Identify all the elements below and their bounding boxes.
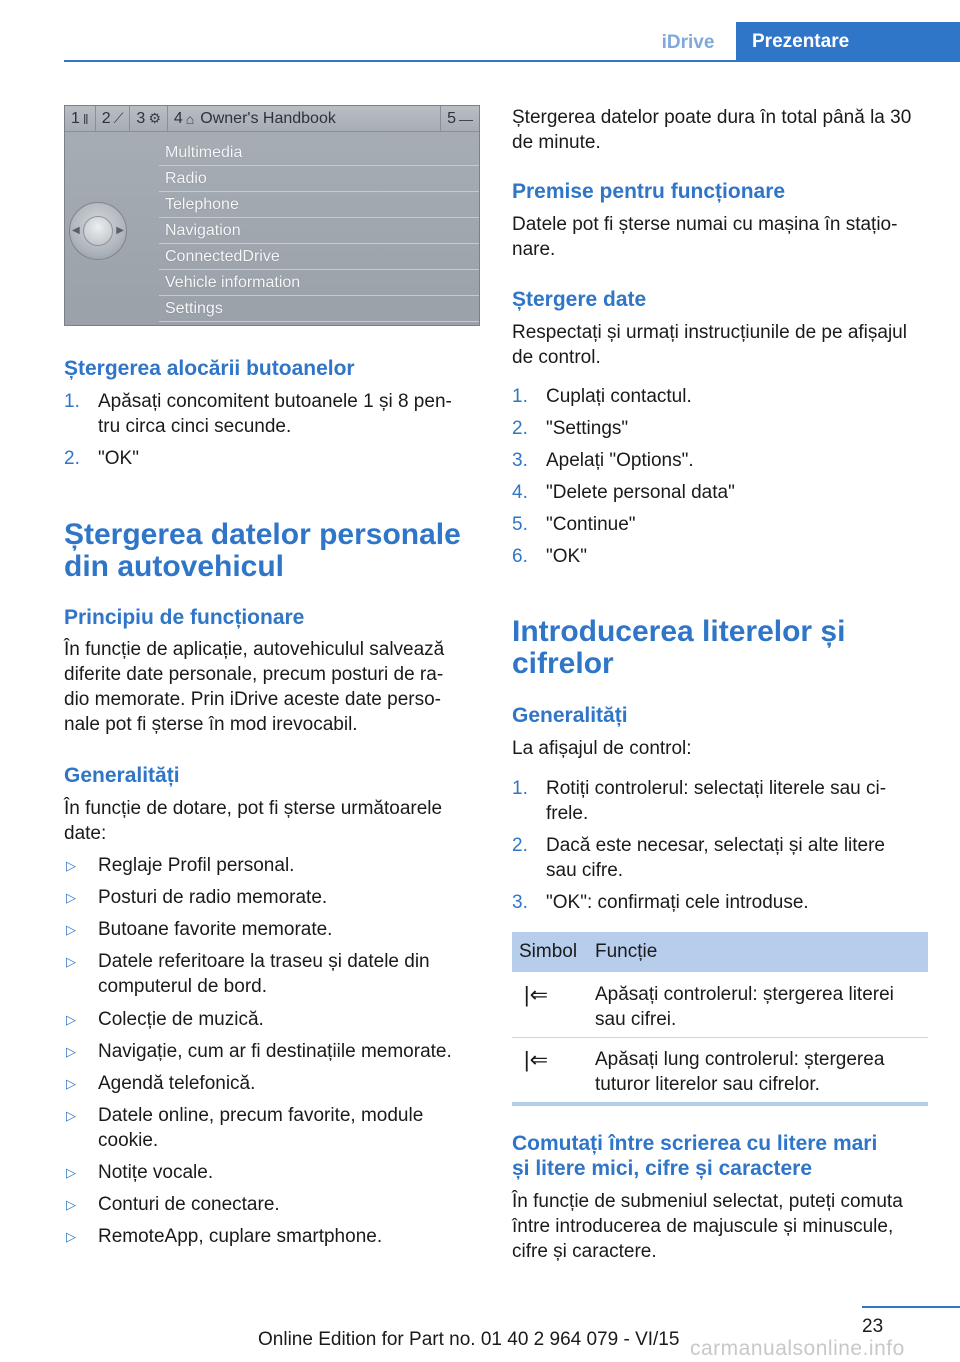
chapter-title-enter-letters: Introducerea literelor și cifrelor xyxy=(512,615,846,680)
screen-menu-item: Navigation xyxy=(159,218,479,244)
bullet-triangle-icon: ▷ xyxy=(66,1108,76,1123)
screen-menu-item: Radio xyxy=(159,166,479,192)
step-text: "OK" xyxy=(546,546,587,567)
bullet-item: Datele referitoare la traseu și datele din xyxy=(98,951,430,972)
step-text-continued: sau cifre. xyxy=(546,860,624,881)
paragraph-prerequisites: Datele pot fi șterse numai cu mașina în stațio‐ nare. xyxy=(512,214,898,260)
section-title-principle: Principiu de funcționare xyxy=(64,606,305,629)
step-text: "Delete personal data" xyxy=(546,482,735,503)
car-icon: ⌂ xyxy=(185,110,195,127)
symbol-table-header xyxy=(512,932,928,972)
bullet-item: Agendă telefonică. xyxy=(98,1073,256,1094)
footer-rule xyxy=(862,1306,960,1308)
step-number: 1. xyxy=(64,391,80,412)
step-text: Apăsați concomitent butoanele 1 și 8 pen‐ xyxy=(98,391,452,412)
tools-icon: ⟋ xyxy=(113,110,124,126)
bullet-triangle-icon: ▷ xyxy=(66,1197,76,1212)
screen-menu-list xyxy=(159,140,479,322)
table-header-symbol: Simbol xyxy=(519,941,578,962)
paragraph-switch-case: În funcție de submeniul selectat, puteți comuta între introducerea de majuscule și minuscule, cifre și caractere. xyxy=(512,1191,903,1262)
step-number: 3. xyxy=(512,450,528,471)
section-title-delete-buttons: Ștergerea alocării butoanelor xyxy=(64,357,355,380)
step-text-continued: frele. xyxy=(546,803,589,824)
bullet-item: Reglaje Profil personal. xyxy=(98,855,295,876)
bullet-triangle-icon: ▷ xyxy=(66,1044,76,1059)
step-number: 3. xyxy=(512,892,528,913)
step-text: Rotiți controlerul: selectați literele sau ci‐ xyxy=(546,778,887,799)
sound-icon: ǁ xyxy=(82,110,89,127)
step-number: 4. xyxy=(512,482,528,503)
bullet-item: Colecție de muzică. xyxy=(98,1009,264,1030)
step-number: 5. xyxy=(512,514,528,535)
screen-tab-1: 1 ǁ xyxy=(65,106,96,131)
table-row-divider xyxy=(512,1037,928,1038)
screen-tab-5: 5 — xyxy=(447,109,473,127)
header-chapter-tab: Prezentare xyxy=(736,22,960,62)
step-text: Dacă este necesar, selectați și alte litere xyxy=(546,835,886,856)
idrive-screen-image xyxy=(64,105,480,326)
screen-tab-4: 4 ⌂ Owner's Handbook xyxy=(168,106,441,131)
screen-menu-item: Telephone xyxy=(159,192,479,218)
gear-icon: ⚙ xyxy=(148,110,161,126)
step-number: 1. xyxy=(512,778,528,799)
bullet-triangle-icon: ▷ xyxy=(66,922,76,937)
screen-menu-item: ConnectedDrive xyxy=(159,244,479,270)
step-text: "Settings" xyxy=(546,418,629,439)
bullet-item: RemoteApp, cuplare smartphone. xyxy=(98,1226,383,1247)
table-cell-function: Apăsați controlerul: ștergerea literei sau cifrei. xyxy=(595,984,894,1030)
section-title-general: Generalități xyxy=(64,764,180,787)
bullet-triangle-icon: ▷ xyxy=(66,890,76,905)
bullet-triangle-icon: ▷ xyxy=(66,858,76,873)
bullet-item-continued: computerul de bord. xyxy=(98,976,267,997)
screen-menu-item: Vehicle information xyxy=(159,270,479,296)
backspace-icon: |⇐ xyxy=(523,1047,549,1072)
step-number: 2. xyxy=(512,418,528,439)
step-text: Apelați "Options". xyxy=(546,450,694,471)
paragraph-delete-data: Respectați și urmați instrucțiunile de pe afișajul de control. xyxy=(512,322,907,368)
bullet-item: Posturi de radio memorate. xyxy=(98,887,328,908)
table-cell-function: Apăsați lung controlerul: ștergerea tuturor literelor sau cifrelor. xyxy=(595,1049,885,1095)
edition-label: Online Edition for Part no. 01 40 2 964 079 - VI/15 xyxy=(258,1329,680,1350)
section-title-general-right: Generalități xyxy=(512,704,628,727)
table-bottom-rule xyxy=(512,1102,928,1106)
watermark: carmanualsonline.info xyxy=(690,1337,905,1360)
bullet-item: Datele online, precum favorite, module xyxy=(98,1105,424,1126)
backspace-icon: |⇐ xyxy=(523,982,549,1007)
header-section-label: iDrive xyxy=(661,32,715,53)
paragraph-duration: Ștergerea datelor poate dura în total până la 30 de minute. xyxy=(512,107,912,153)
bullet-item: Navigație, cum ar fi destinațiile memorate. xyxy=(98,1041,452,1062)
step-text: "OK": confirmați cele introduse. xyxy=(546,892,809,913)
arrow-right-icon: ▶ xyxy=(116,225,124,236)
controller-knob-icon xyxy=(69,202,127,260)
chapter-title-delete-personal-data: Ștergerea datelor personale din autovehicul xyxy=(64,518,461,583)
screen-tab-bar xyxy=(65,106,479,132)
paragraph-general-right: La afișajul de control: xyxy=(512,738,692,759)
dash-icon: — xyxy=(459,110,473,127)
step-number: 6. xyxy=(512,546,528,567)
bullet-triangle-icon: ▷ xyxy=(66,954,76,969)
step-text: "Continue" xyxy=(546,514,636,535)
bullet-item: Notițe vocale. xyxy=(98,1162,214,1183)
bullet-triangle-icon: ▷ xyxy=(66,1076,76,1091)
screen-menu-item: Settings xyxy=(159,296,479,322)
paragraph-general: În funcție de dotare, pot fi șterse următoarele date: xyxy=(64,798,443,844)
paragraph-principle: În funcție de aplicație, autovehiculul salvează diferite date personale, precum posturi de ra‐ dio memorate. Prin iDrive aceste date perso‐ nale pot fi șterse în mod irevocabil. xyxy=(64,639,445,735)
step-number: 2. xyxy=(64,448,80,469)
arrow-left-icon: ◀ xyxy=(72,225,80,236)
bullet-item: Butoane favorite memorate. xyxy=(98,919,333,940)
step-text: "OK" xyxy=(98,448,139,469)
step-text: Cuplați contactul. xyxy=(546,386,692,407)
bullet-triangle-icon: ▷ xyxy=(66,1229,76,1244)
screen-menu-item: Multimedia xyxy=(159,140,479,166)
step-number: 1. xyxy=(512,386,528,407)
section-title-prerequisites: Premise pentru funcționare xyxy=(512,180,786,203)
step-number: 2. xyxy=(512,835,528,856)
screen-tab-2: 2 ⟋ xyxy=(96,106,131,131)
bullet-triangle-icon: ▷ xyxy=(66,1012,76,1027)
bullet-item: Conturi de conectare. xyxy=(98,1194,280,1215)
section-title-delete-data: Ștergere date xyxy=(512,288,647,311)
bullet-triangle-icon: ▷ xyxy=(66,1165,76,1180)
table-header-function: Funcție xyxy=(595,941,658,962)
header-rule xyxy=(64,60,960,62)
screen-tab-4-label: Owner's Handbook xyxy=(200,109,336,127)
page-number: 23 xyxy=(862,1316,884,1337)
bullet-item-continued: cookie. xyxy=(98,1130,159,1151)
step-text: tru circa cinci secunde. xyxy=(98,416,292,437)
section-title-switch-case: Comutați între scrierea cu litere mari și litere mici, cifre și caractere xyxy=(512,1132,878,1180)
screen-tab-3: 3 ⚙ xyxy=(130,106,167,131)
